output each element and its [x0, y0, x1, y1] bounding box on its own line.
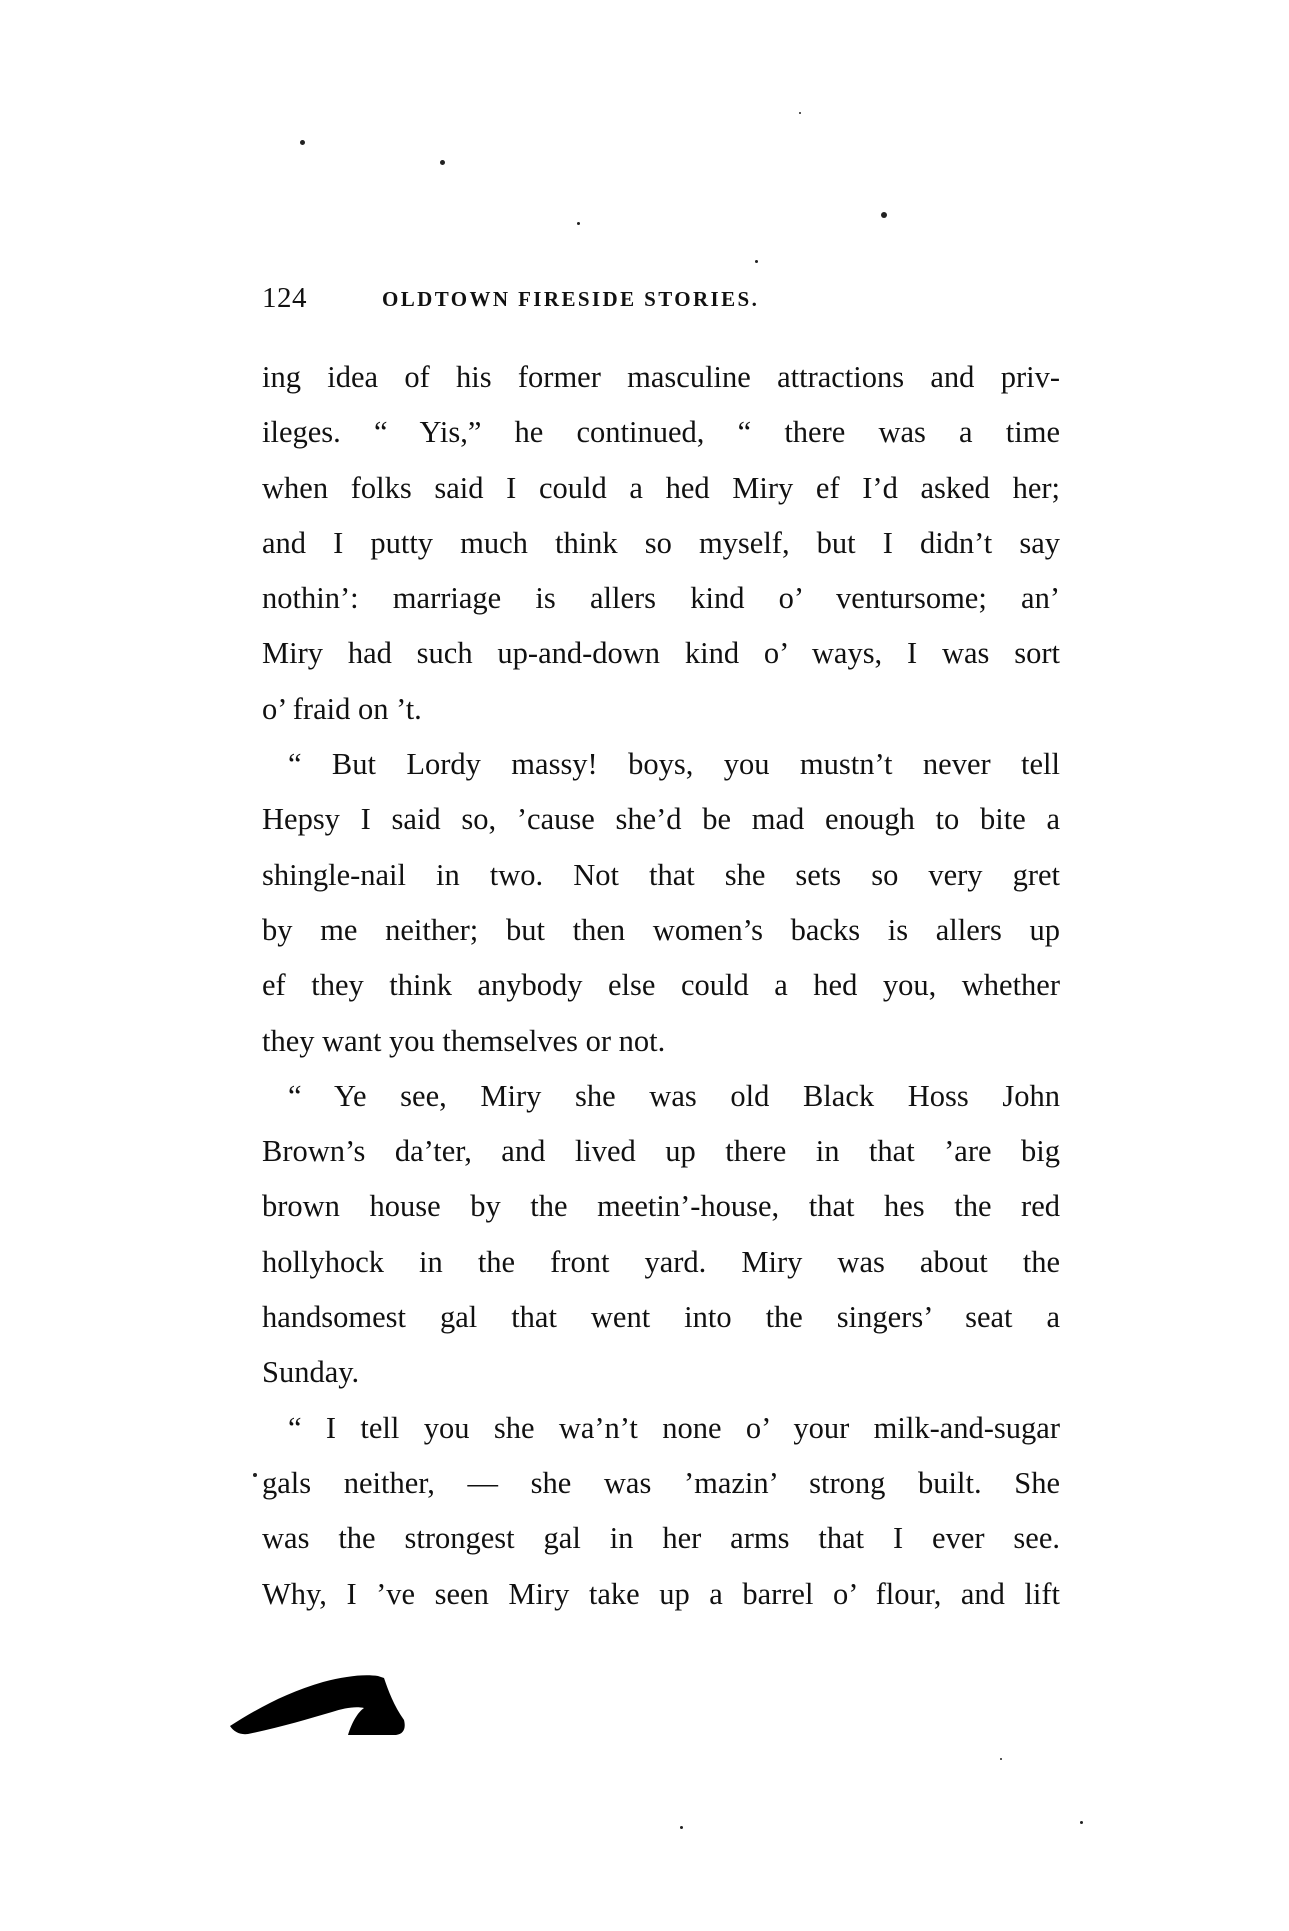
print-speck — [300, 140, 305, 145]
text-line: “ I tell you she wa’n’t none o’ your milk-and-sugar — [288, 1410, 1060, 1445]
text-line: was the strongest gal in her arms that I ever see. — [262, 1521, 1060, 1556]
text-line: o’ fraid on ’t. — [262, 691, 422, 726]
text-line: brown house by the meetin’-house, that hes the red — [262, 1189, 1060, 1224]
text-line: ileges. “ Yis,” he continued, “ there was a time — [262, 415, 1060, 450]
text-line: Miry had such up-and-down kind o’ ways, I was sort — [262, 636, 1060, 671]
print-speck — [680, 1826, 683, 1829]
print-speck — [253, 1473, 257, 1477]
running-head: OLDTOWN FIRESIDE STORIES. — [382, 287, 760, 311]
text-line: ef they think anybody else could a hed you, whether — [262, 968, 1060, 1003]
ink-blot — [228, 1656, 406, 1736]
text-line: they want you themselves or not. — [262, 1023, 666, 1058]
print-speck — [1000, 1758, 1002, 1760]
text-line: nothin’: marriage is allers kind o’ ventursome; an’ — [262, 581, 1060, 616]
text-line: “ Ye see, Miry she was old Black Hoss John — [288, 1078, 1060, 1113]
print-speck — [440, 160, 445, 165]
text-line: Sunday. — [262, 1355, 360, 1390]
text-line: hollyhock in the front yard. Miry was about the — [262, 1244, 1060, 1279]
text-line: when folks said I could a hed Miry ef I’d asked her; — [262, 470, 1060, 505]
text-line: and I putty much think so myself, but I didn’t say — [262, 525, 1060, 560]
print-speck — [577, 222, 580, 225]
body-text — [262, 350, 1060, 1622]
print-speck — [755, 260, 758, 263]
text-line: handsomest gal that went into the singers’ seat a — [262, 1300, 1060, 1335]
text-line: by me neither; but then women’s backs is allers up — [262, 912, 1060, 947]
page-header — [262, 280, 1062, 320]
text-line: shingle-nail in two. Not that she sets so very gret — [262, 857, 1060, 892]
ink-blot-shape — [230, 1675, 405, 1735]
text-line: Hepsy I said so, ’cause she’d be mad enough to bite a — [262, 802, 1060, 837]
text-line: Why, I ’ve seen Miry take up a barrel o’ flour, and lift — [262, 1576, 1060, 1611]
page-number: 124 — [262, 282, 307, 314]
text-line: Brown’s da’ter, and lived up there in that ’are big — [262, 1134, 1060, 1169]
print-speck — [1080, 1821, 1083, 1824]
text-line: gals neither, — she was ’mazin’ strong built. She — [262, 1465, 1060, 1500]
print-speck — [799, 112, 801, 114]
print-speck — [881, 212, 887, 218]
text-line: ing idea of his former masculine attractions and priv- — [262, 360, 1060, 394]
text-line: “ But Lordy massy! boys, you mustn’t never tell — [288, 747, 1060, 782]
